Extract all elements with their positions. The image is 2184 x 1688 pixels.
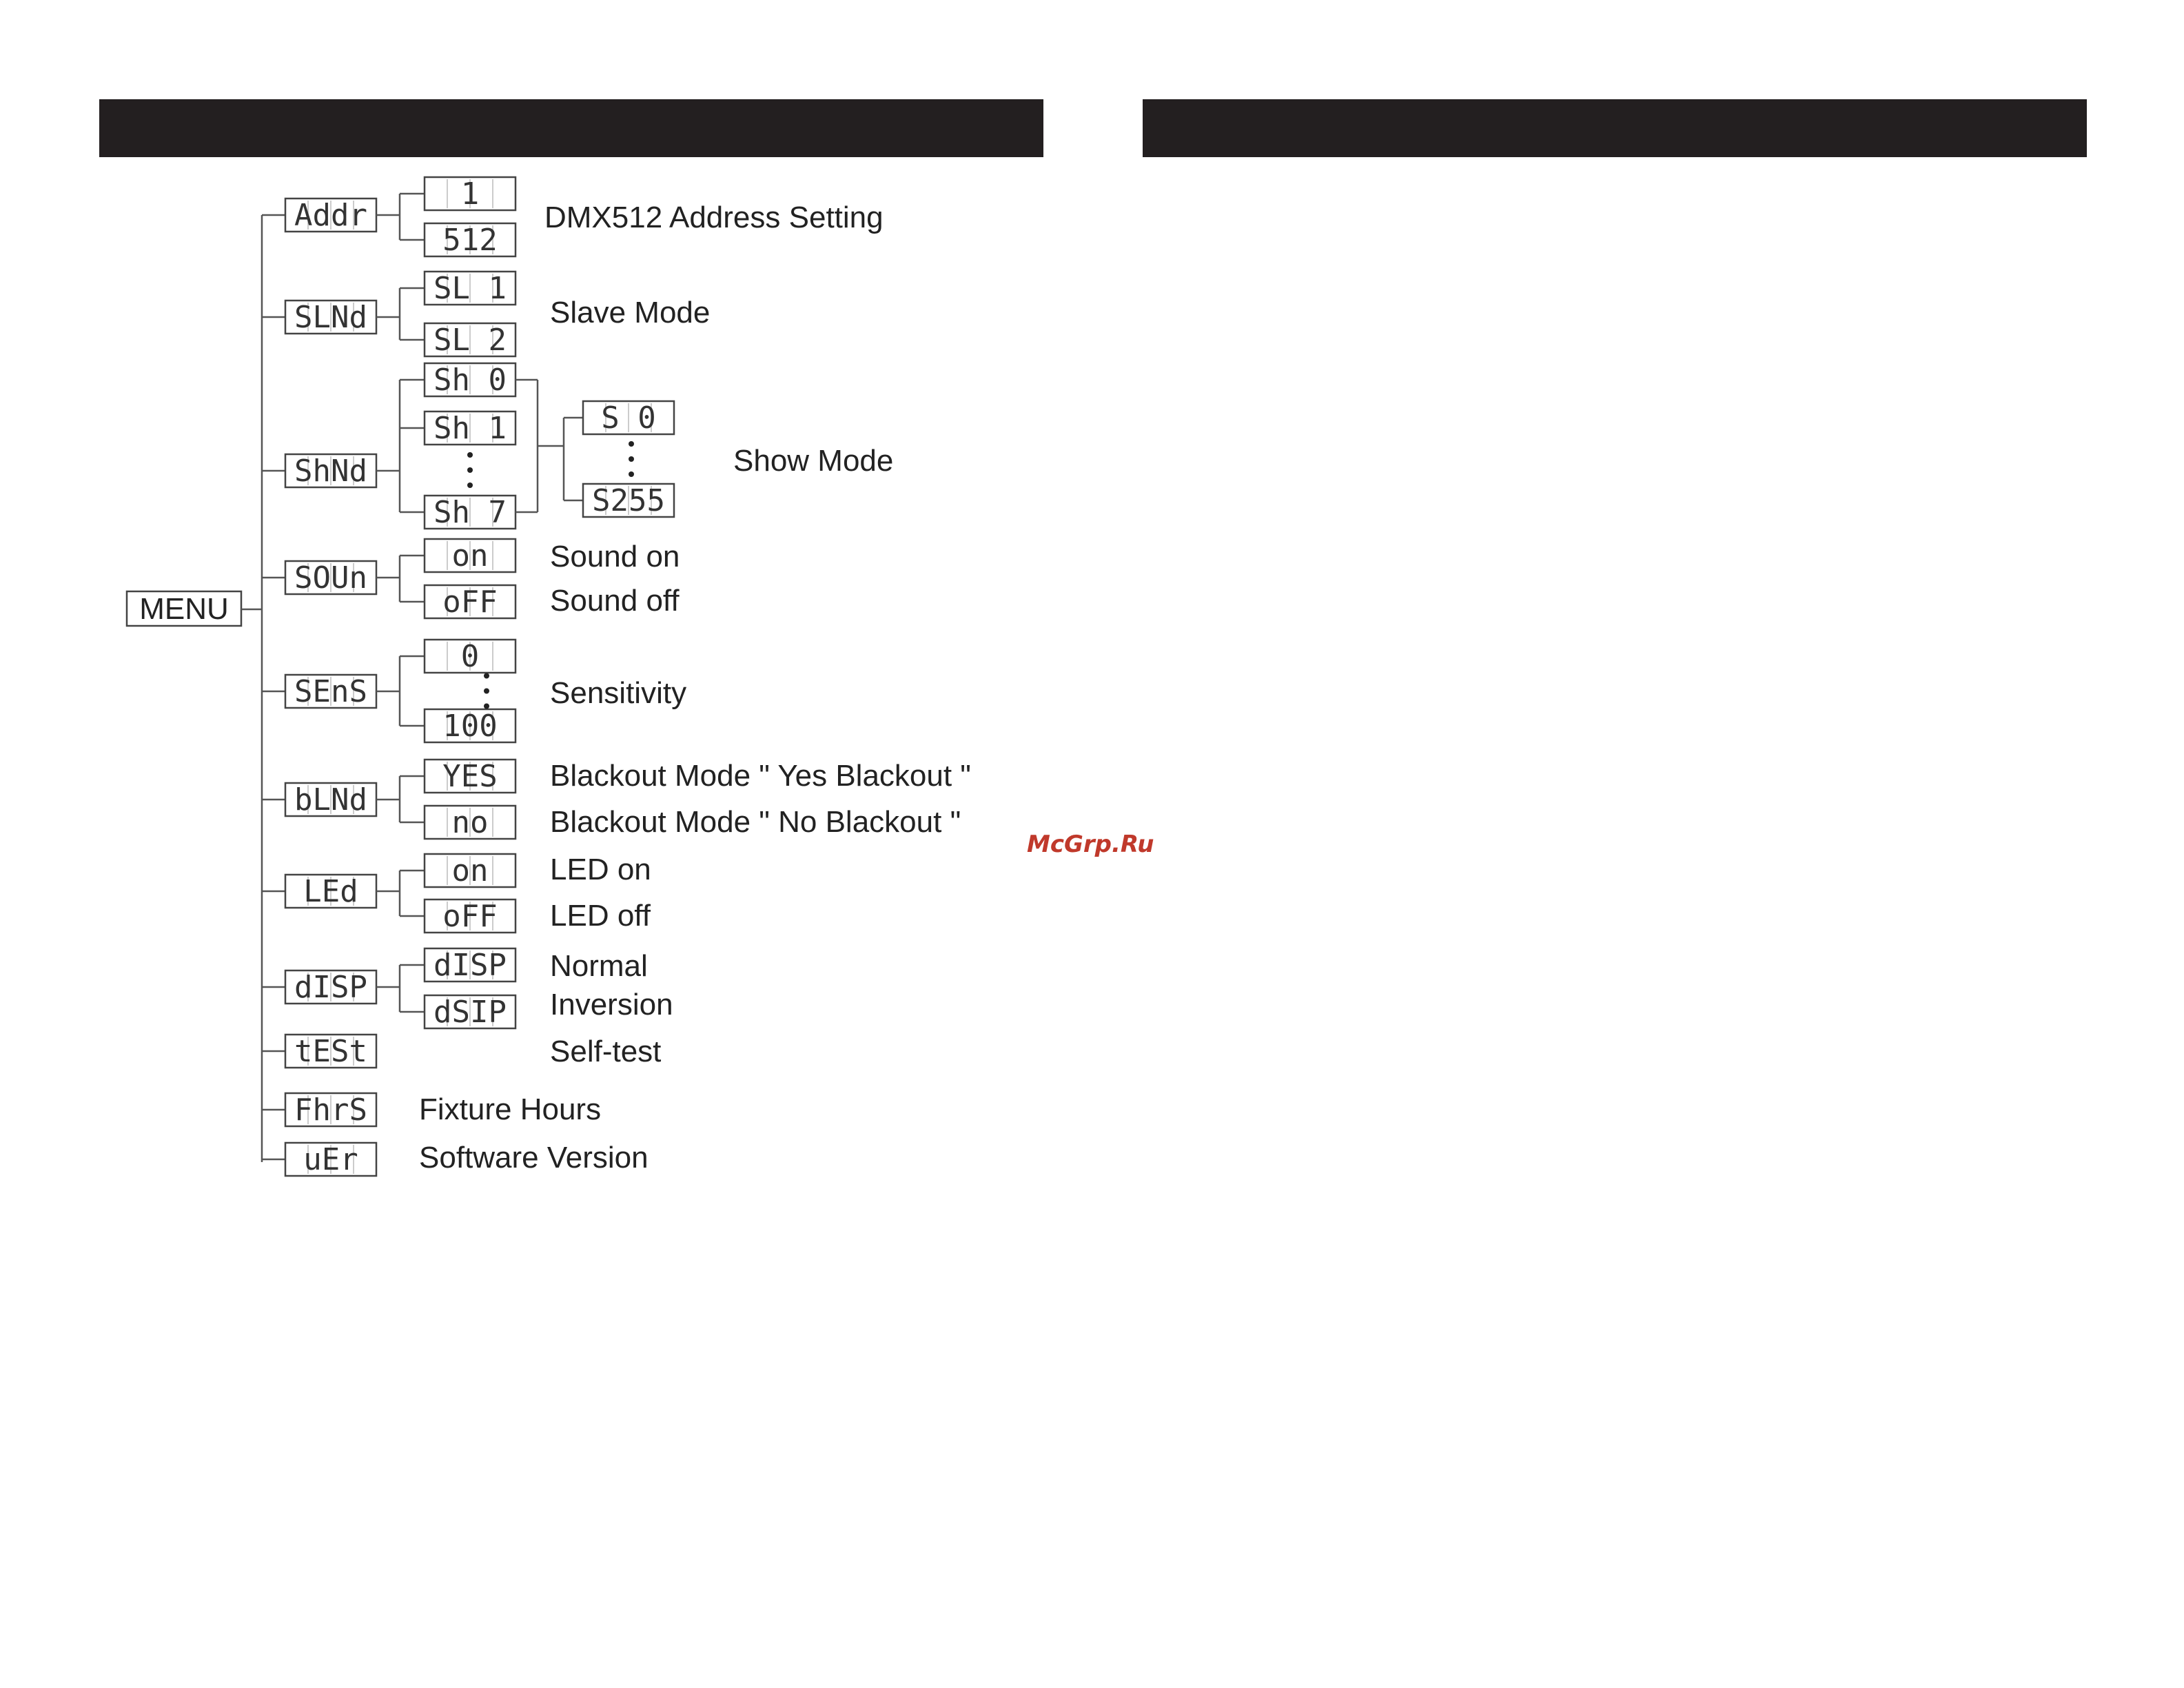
- sub-option-5-0: [425, 759, 516, 794]
- label-7-0: Normal: [550, 949, 648, 983]
- menu-code-uer-text: uEr: [303, 1142, 358, 1177]
- menu-code-fhrs-text: FhrS: [294, 1092, 367, 1128]
- ellipsis-dot: [629, 471, 634, 477]
- menu-code-disp: [285, 970, 376, 1005]
- menu-code-addr: [285, 198, 376, 233]
- sub-option-2-2: [425, 495, 516, 530]
- label-0-0: DMX512 Address Setting: [544, 201, 884, 234]
- show-program-0: [583, 400, 674, 436]
- sub-option-2-1-text: Sh 1: [433, 411, 507, 446]
- label-6-1: LED off: [550, 899, 651, 933]
- menu-code-addr-text: Addr: [294, 198, 367, 233]
- ellipsis-dot: [467, 452, 473, 458]
- sub-option-4-0-text: 0: [460, 639, 480, 674]
- label-10-0: Software Version: [419, 1141, 649, 1175]
- sub-option-3-1-text: oFF: [442, 584, 498, 620]
- menu-code-led-text: LEd: [303, 874, 358, 909]
- menu-code-sens: [285, 674, 376, 709]
- ellipsis-dot: [484, 689, 489, 694]
- sub-option-4-0: [425, 639, 516, 674]
- sub-option-4-1: [425, 709, 516, 744]
- label-3-1: Sound off: [550, 584, 680, 618]
- sub-option-7-0: [425, 948, 516, 983]
- sub-option-5-0-text: YES: [442, 759, 498, 794]
- sub-option-2-0-text: Sh 0: [433, 363, 507, 398]
- sub-option-6-1-text: oFF: [442, 899, 498, 934]
- sub-option-7-1: [425, 995, 516, 1030]
- ellipsis-dot: [484, 673, 489, 679]
- menu-code-test: [285, 1034, 376, 1069]
- sub-option-1-1: [425, 323, 516, 358]
- label-3-0: Sound on: [550, 540, 680, 573]
- sub-option-1-0-text: SL 1: [433, 271, 507, 306]
- menu-code-led: [285, 874, 376, 909]
- label-4-0: Sensitivity: [550, 676, 687, 710]
- menu-code-slnd: [285, 300, 376, 335]
- menu-code-soun: [285, 560, 376, 596]
- menu-code-soun-text: SOUn: [294, 560, 367, 596]
- ellipsis-dot: [467, 467, 473, 473]
- menu-code-shnd: [285, 454, 376, 489]
- sub-option-2-0: [425, 363, 516, 398]
- menu-code-uer: [285, 1142, 376, 1177]
- show-program-1-text: S255: [592, 483, 665, 518]
- sub-option-0-1-text: 512: [442, 223, 498, 258]
- menu-code-fhrs: [285, 1092, 376, 1128]
- sub-option-1-1-text: SL 2: [433, 323, 507, 358]
- menu-code-sens-text: SEnS: [294, 674, 367, 709]
- show-program-1: [583, 483, 674, 518]
- sub-option-2-2-text: Sh 7: [433, 495, 507, 530]
- label-8-0: Self-test: [550, 1035, 662, 1068]
- sub-option-2-1: [425, 411, 516, 446]
- sub-option-0-1: [425, 223, 516, 258]
- sub-option-0-0: [425, 176, 516, 212]
- menu-code-blnd: [285, 782, 376, 817]
- sub-option-5-1: [425, 805, 516, 840]
- ellipsis-dot: [484, 704, 489, 709]
- ellipsis-dot: [629, 441, 634, 447]
- sub-option-3-0-text: on: [451, 538, 489, 573]
- label-2-0: Show Mode: [733, 444, 894, 478]
- sub-option-4-1-text: 100: [442, 709, 498, 744]
- sub-option-1-0: [425, 271, 516, 306]
- label-5-1: Blackout Mode " No Blackout ": [550, 805, 961, 839]
- label-9-0: Fixture Hours: [419, 1092, 602, 1126]
- ellipsis-dot: [467, 482, 473, 488]
- sub-option-5-1-text: no: [451, 805, 489, 840]
- menu-code-slnd-text: SLNd: [294, 300, 367, 335]
- sub-option-3-0: [425, 538, 516, 573]
- label-1-0: Slave Mode: [550, 296, 711, 329]
- show-program-0-text: S 0: [601, 400, 656, 436]
- sub-option-6-0: [425, 853, 516, 888]
- label-5-0: Blackout Mode " Yes Blackout ": [550, 759, 971, 793]
- watermark: McGrp.Ru: [1027, 831, 1154, 858]
- sub-option-7-0-text: dISP: [433, 948, 507, 983]
- menu-code-test-text: tESt: [294, 1034, 367, 1069]
- ellipsis-dot: [629, 456, 634, 462]
- label-7-1: Inversion: [550, 988, 673, 1021]
- menu-code-disp-text: dISP: [294, 970, 367, 1005]
- sub-option-7-1-text: dSIP: [433, 995, 507, 1030]
- sub-option-0-0-text: 1: [460, 176, 480, 212]
- label-6-0: LED on: [550, 853, 651, 886]
- sub-option-6-0-text: on: [451, 853, 489, 888]
- sub-option-3-1: [425, 584, 516, 620]
- menu-code-shnd-text: ShNd: [294, 454, 367, 489]
- sub-option-6-1: [425, 899, 516, 934]
- menu-code-blnd-text: bLNd: [294, 782, 367, 817]
- menu-root-label: MENU: [139, 592, 229, 626]
